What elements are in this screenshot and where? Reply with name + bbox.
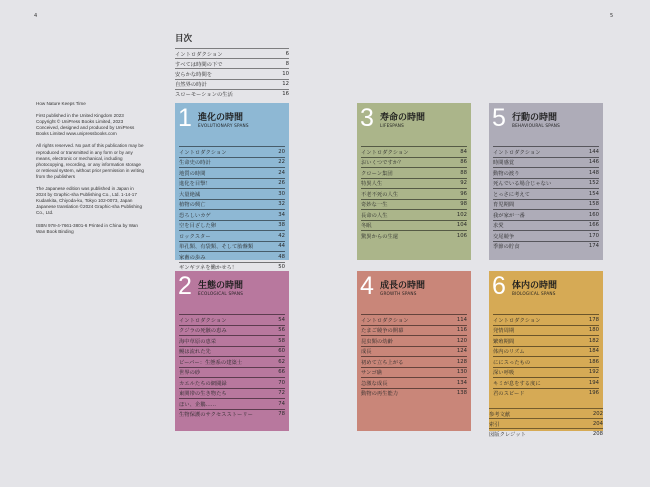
toc-row[interactable]: [493, 167, 599, 178]
toc-row-page: 26: [278, 180, 285, 187]
toc-row-page: 70: [278, 379, 285, 386]
toc-row-page: 204: [592, 420, 603, 427]
toc-row-label: おいくつですか？: [361, 160, 404, 167]
toc-row[interactable]: [361, 167, 467, 178]
toc-row-label: 成長: [361, 349, 372, 356]
toc-row[interactable]: [361, 146, 467, 157]
toc-row-page: 54: [278, 316, 285, 323]
toc-row-page: 114: [456, 316, 467, 323]
colophon-title: How Nature Keeps Time: [36, 101, 86, 106]
toc-row-page: 170: [588, 232, 599, 239]
toc-row-page: 42: [278, 232, 285, 239]
toc-row[interactable]: [493, 188, 599, 199]
toc-row-page: 120: [456, 337, 467, 344]
toc-row-label: 海中草原の恵栄: [179, 338, 217, 345]
toc-row-page: 180: [588, 327, 599, 334]
toc-row[interactable]: [493, 388, 599, 399]
toc-row[interactable]: [179, 188, 285, 199]
chapter-header: [175, 271, 289, 314]
toc-row[interactable]: [179, 157, 285, 168]
colophon-isbn: ISBN 978-4-7661-3801-6 Printed in China by Wan Wan Book Binding: [36, 222, 138, 234]
toc-row-label: 急激な成長: [361, 380, 388, 387]
toc-row-page: 202: [592, 410, 603, 417]
toc-row[interactable]: [361, 356, 467, 367]
toc-row-label: ビーバー：生態系の建築士: [179, 359, 243, 366]
chapter-contents: [489, 146, 603, 251]
chapter-subtitle: ECOLOGICAL SPANS: [198, 291, 244, 296]
chapter-panel: [175, 271, 289, 431]
toc-row-label: クジラの死骸の恵み: [179, 328, 227, 335]
toc-row-label: とっさに考えて: [493, 191, 530, 198]
chapter-panel: [489, 103, 603, 260]
toc-row-page: 152: [588, 180, 599, 187]
toc-row-label: キミが息をする度に: [493, 380, 541, 387]
toc-row-page: 78: [278, 411, 285, 418]
toc-row[interactable]: [179, 178, 285, 189]
toc-row[interactable]: [361, 314, 467, 325]
toc-row-page: 104: [456, 222, 467, 229]
toc-row-page: 106: [456, 232, 467, 239]
toc-row[interactable]: [175, 58, 289, 68]
toc-row-page: 62: [278, 358, 285, 365]
toc-row-page: 88: [460, 169, 467, 176]
toc-row[interactable]: [489, 418, 603, 428]
toc-row[interactable]: [489, 408, 603, 418]
toc-row-label: イントロダクション: [493, 149, 541, 156]
chapter-panel: [357, 103, 471, 260]
toc-row-label: 驚異からの生還: [361, 233, 399, 240]
toc-row[interactable]: [493, 178, 599, 189]
chapter-panel: [357, 271, 471, 431]
toc-row[interactable]: [493, 209, 599, 220]
chapter-number: 1: [178, 104, 192, 132]
toc-row-label: 育児期間: [493, 202, 515, 209]
chapter-number: 6: [492, 272, 506, 300]
toc-row[interactable]: [179, 377, 285, 388]
right-page-number: 5: [610, 13, 614, 19]
toc-row[interactable]: [493, 146, 599, 157]
chapter-header: [175, 103, 289, 146]
toc-row[interactable]: [489, 428, 603, 438]
toc-row-label: 動物の再生能力: [361, 391, 399, 398]
toc-row[interactable]: [493, 199, 599, 210]
table-of-contents-intro: [175, 32, 289, 99]
chapter-subtitle: GROWTH SPANS: [380, 291, 417, 296]
toc-row-page: 96: [460, 190, 467, 197]
toc-row-label: 鰻は流れた先: [179, 349, 211, 356]
toc-row-label: 図版クレジット: [489, 431, 526, 438]
chapter-subtitle: BEHAVIOURAL SPANS: [512, 123, 560, 128]
chapter-number: 2: [178, 272, 192, 300]
toc-row[interactable]: [175, 79, 289, 89]
toc-row-label: 索引: [489, 421, 500, 428]
toc-row[interactable]: [361, 325, 467, 336]
chapter-contents: [175, 314, 289, 419]
toc-row[interactable]: [361, 157, 467, 168]
colophon: [36, 101, 144, 241]
toc-row-label: 東関帯の生き物たち: [179, 391, 227, 398]
toc-row-page: 208: [592, 430, 603, 437]
toc-row-page: 56: [278, 327, 285, 334]
toc-row-page: 192: [588, 369, 599, 376]
toc-row-page: 158: [588, 201, 599, 208]
toc-row-page: 130: [456, 369, 467, 376]
toc-row-page: 60: [278, 348, 285, 355]
toc-row-page: 6: [285, 50, 289, 57]
toc-row-label: 特異人生: [361, 181, 383, 188]
toc-row[interactable]: [179, 409, 285, 420]
toc-row-label: 生命史の時計: [179, 160, 211, 167]
toc-row-label: 体内のリズム: [493, 349, 525, 356]
toc-row-page: 66: [278, 369, 285, 376]
toc-row-label: ギンギツネを働かせろ！: [179, 265, 238, 272]
chapter-number: 5: [492, 104, 506, 132]
toc-row-label: カエルたちの網闘録: [179, 380, 227, 387]
toc-row-label: 我が家が一番: [493, 212, 525, 219]
toc-row-label: 深い呼吸: [493, 370, 515, 377]
chapter-title: 成長の時間: [380, 281, 426, 291]
toc-row[interactable]: [179, 199, 285, 210]
toc-row-label: 地質の時間: [179, 170, 206, 177]
toc-row-page: 134: [456, 379, 467, 386]
toc-row-label: 繁殖期間: [493, 338, 515, 345]
toc-row-label: 参考文献: [489, 411, 511, 418]
toc-row[interactable]: [361, 178, 467, 189]
toc-row-page: 12: [282, 81, 289, 88]
toc-row[interactable]: [175, 68, 289, 78]
toc-row[interactable]: [175, 89, 289, 99]
toc-row-page: 160: [588, 211, 599, 218]
toc-row-label: 空を目ざした卵: [179, 223, 217, 230]
toc-row-page: 44: [278, 243, 285, 250]
toc-row-page: 124: [456, 348, 467, 355]
toc-row-label: 不老不死の人生: [361, 191, 399, 198]
toc-row-page: 20: [278, 148, 285, 155]
chapter-header: [357, 271, 471, 314]
toc-row-label: 交尾競争: [493, 233, 515, 240]
chapter-contents: [357, 314, 471, 398]
chapter-panel: [175, 103, 289, 272]
toc-row-label: サンゴ礁: [361, 370, 382, 377]
toc-row[interactable]: [493, 367, 599, 378]
left-page-number: 4: [34, 13, 38, 19]
chapter-title: 行動の時間: [512, 113, 558, 123]
toc-row[interactable]: [179, 230, 285, 241]
chapter-title: 寿命の時間: [380, 113, 426, 123]
toc-row[interactable]: [179, 346, 285, 357]
toc-row-page: 50: [278, 264, 285, 271]
toc-row[interactable]: [361, 388, 467, 399]
toc-row-label: ロックスター: [179, 233, 211, 240]
toc-row[interactable]: [493, 335, 599, 346]
toc-row-label: 求愛: [493, 223, 504, 230]
toc-row-page: 178: [588, 316, 599, 323]
toc-row-label: イントロダクション: [179, 317, 227, 324]
toc-row[interactable]: [179, 325, 285, 336]
toc-row-label: イントロダクション: [175, 51, 223, 58]
colophon-rights: All rights reserved. No part of this publication may be reproduced or transmitted in any form or by any means, electronic or mechanical, including photocopying, recording, or any information storage or retrieval system, without prior permission in writing from the publishers: [36, 143, 144, 179]
toc-row[interactable]: [179, 314, 285, 325]
toc-row-label: スローモーションの生活: [175, 92, 233, 99]
toc-row-page: 16: [282, 91, 289, 98]
toc-row-label: 植物の興亡: [179, 202, 206, 209]
colophon-japanese-edition: The Japanese edition was published in Japan in 2024 by Graphic-sha Publishing Co., Ltd. 1-14-17 Kudankita, Chiyoda-ku, Tokyo 102-0073, Japan Japanese translation ©2024 Graphic-sha Publishing Co., Ltd.: [36, 186, 143, 216]
chapter-number: 4: [360, 272, 374, 300]
toc-row-page: 10: [282, 70, 289, 77]
toc-heading: 目次: [175, 34, 193, 44]
toc-row[interactable]: [361, 367, 467, 378]
toc-row[interactable]: [493, 241, 599, 252]
toc-row-label: 動物の渡り: [493, 170, 520, 177]
toc-row-page: 32: [278, 201, 285, 208]
toc-row[interactable]: [179, 220, 285, 231]
toc-row-label: ほい、企鵝……: [179, 401, 217, 408]
toc-row-label: 大量絶滅: [179, 191, 201, 198]
toc-row[interactable]: [493, 230, 599, 241]
toc-row-label: 奇妙な一生: [361, 202, 388, 209]
toc-row-label: 進化を目撃！: [179, 181, 211, 188]
toc-row-page: 148: [588, 169, 599, 176]
toc-row-page: 98: [460, 201, 467, 208]
chapter-subtitle: LIFESPANS: [380, 123, 404, 128]
toc-row[interactable]: [179, 356, 285, 367]
toc-row-label: 時間感覚: [493, 160, 515, 167]
toc-row[interactable]: [361, 335, 467, 346]
toc-row-page: 72: [278, 390, 285, 397]
toc-row-page: 74: [278, 400, 285, 407]
toc-row[interactable]: [493, 325, 599, 336]
chapter-header: [357, 103, 471, 146]
toc-row-page: 38: [278, 222, 285, 229]
toc-row-page: 196: [588, 390, 599, 397]
toc-row-page: 154: [588, 190, 599, 197]
toc-row-label: イントロダクション: [179, 149, 227, 156]
toc-row-label: クローン集団: [361, 170, 393, 177]
toc-row[interactable]: [179, 241, 285, 252]
toc-row-page: 116: [456, 327, 467, 334]
toc-row[interactable]: [493, 346, 599, 357]
colophon-publication: First published in the United Kingdom 2023 Copyright © UniPress Books Limited, 2023 Conceived, designed and produced by UniPress Books Limited www.unipressbooks.com: [36, 113, 135, 137]
toc-row-label: 君のスピード: [493, 391, 525, 398]
toc-row-page: 166: [588, 222, 599, 229]
toc-row-label: 昆虫類の幼齢: [361, 338, 393, 345]
toc-row[interactable]: [493, 314, 599, 325]
toc-row[interactable]: [493, 220, 599, 231]
toc-row-page: 48: [278, 253, 285, 260]
toc-row[interactable]: [179, 209, 285, 220]
chapter-subtitle: EVOLUTIONARY SPANS: [198, 123, 249, 128]
toc-row-label: ににスったもの: [493, 359, 531, 366]
toc-row[interactable]: [361, 230, 467, 241]
toc-row-page: 184: [588, 348, 599, 355]
toc-row-label: 季節の貯食: [493, 244, 520, 251]
toc-row-page: 92: [460, 180, 467, 187]
toc-row-page: 174: [588, 243, 599, 250]
toc-row-label: 発情周期: [493, 328, 515, 335]
toc-row-page: 84: [460, 148, 467, 155]
toc-row[interactable]: [179, 388, 285, 399]
toc-row[interactable]: [175, 48, 289, 58]
toc-row[interactable]: [179, 251, 285, 262]
toc-row-page: 146: [588, 159, 599, 166]
toc-row-label: イントロダクション: [361, 149, 409, 156]
toc-row-label: 長命の人生: [361, 212, 388, 219]
toc-row-label: 世界の砂: [179, 370, 201, 377]
toc-row-page: 22: [278, 159, 285, 166]
chapter-contents: [357, 146, 471, 241]
toc-row-page: 86: [460, 159, 467, 166]
toc-row-label: 家畜の歩み: [179, 254, 206, 261]
toc-row-page: 144: [588, 148, 599, 155]
toc-row-page: 194: [588, 379, 599, 386]
toc-row[interactable]: [361, 377, 467, 388]
toc-row[interactable]: [179, 367, 285, 378]
chapter-number: 3: [360, 104, 374, 132]
toc-row-label: 冬眠: [361, 223, 372, 230]
toc-row[interactable]: [179, 146, 285, 157]
toc-row-page: 34: [278, 211, 285, 218]
chapter-contents: [175, 146, 289, 272]
toc-row[interactable]: [493, 157, 599, 168]
references-list: [489, 408, 603, 439]
toc-row-page: 102: [456, 211, 467, 218]
toc-row[interactable]: [361, 346, 467, 357]
chapter-contents: [489, 314, 603, 398]
toc-row[interactable]: [179, 167, 285, 178]
toc-row[interactable]: [361, 220, 467, 231]
toc-row-page: 30: [278, 190, 285, 197]
chapter-panel: [489, 271, 603, 431]
toc-row[interactable]: [361, 209, 467, 220]
chapter-title: 進化の時間: [198, 113, 244, 123]
toc-row[interactable]: [493, 356, 599, 367]
chapter-subtitle: BIOLOGICAL SPANS: [512, 291, 556, 296]
toc-row[interactable]: [493, 377, 599, 388]
toc-row-label: 恐ろしいカゲ: [179, 212, 211, 219]
chapter-header: [489, 103, 603, 146]
toc-row-page: 128: [456, 358, 467, 365]
toc-row-page: 58: [278, 337, 285, 344]
toc-row-label: イントロダクション: [493, 317, 541, 324]
chapter-title: 体内の時間: [512, 281, 558, 291]
toc-row-label: イントロダクション: [361, 317, 409, 324]
toc-row-label: たまご競争の開幕: [361, 328, 404, 335]
toc-row-label: すべては時間の下で: [175, 61, 223, 68]
chapter-title: 生態の時間: [198, 281, 244, 291]
toc-row[interactable]: [361, 188, 467, 199]
toc-row-label: 単孔類、有袋類、そして胎盤類: [179, 244, 254, 251]
toc-row-label: 死んでいる場合じゃない: [493, 181, 552, 188]
toc-row[interactable]: [179, 398, 285, 409]
chapter-header: [489, 271, 603, 314]
toc-row-label: 初めて立ち上がる: [361, 359, 404, 366]
toc-row-page: 182: [588, 337, 599, 344]
toc-row-page: 186: [588, 358, 599, 365]
toc-row-page: 24: [278, 169, 285, 176]
toc-row-page: 8: [285, 60, 289, 67]
toc-row-page: 138: [456, 390, 467, 397]
toc-row-label: 安らかな時間を: [175, 71, 213, 78]
toc-row[interactable]: [361, 199, 467, 210]
toc-row[interactable]: [179, 335, 285, 346]
toc-row-label: 自然界の時計: [175, 82, 207, 89]
toc-row-label: 生物保護のサクセスストーリー: [179, 412, 253, 419]
